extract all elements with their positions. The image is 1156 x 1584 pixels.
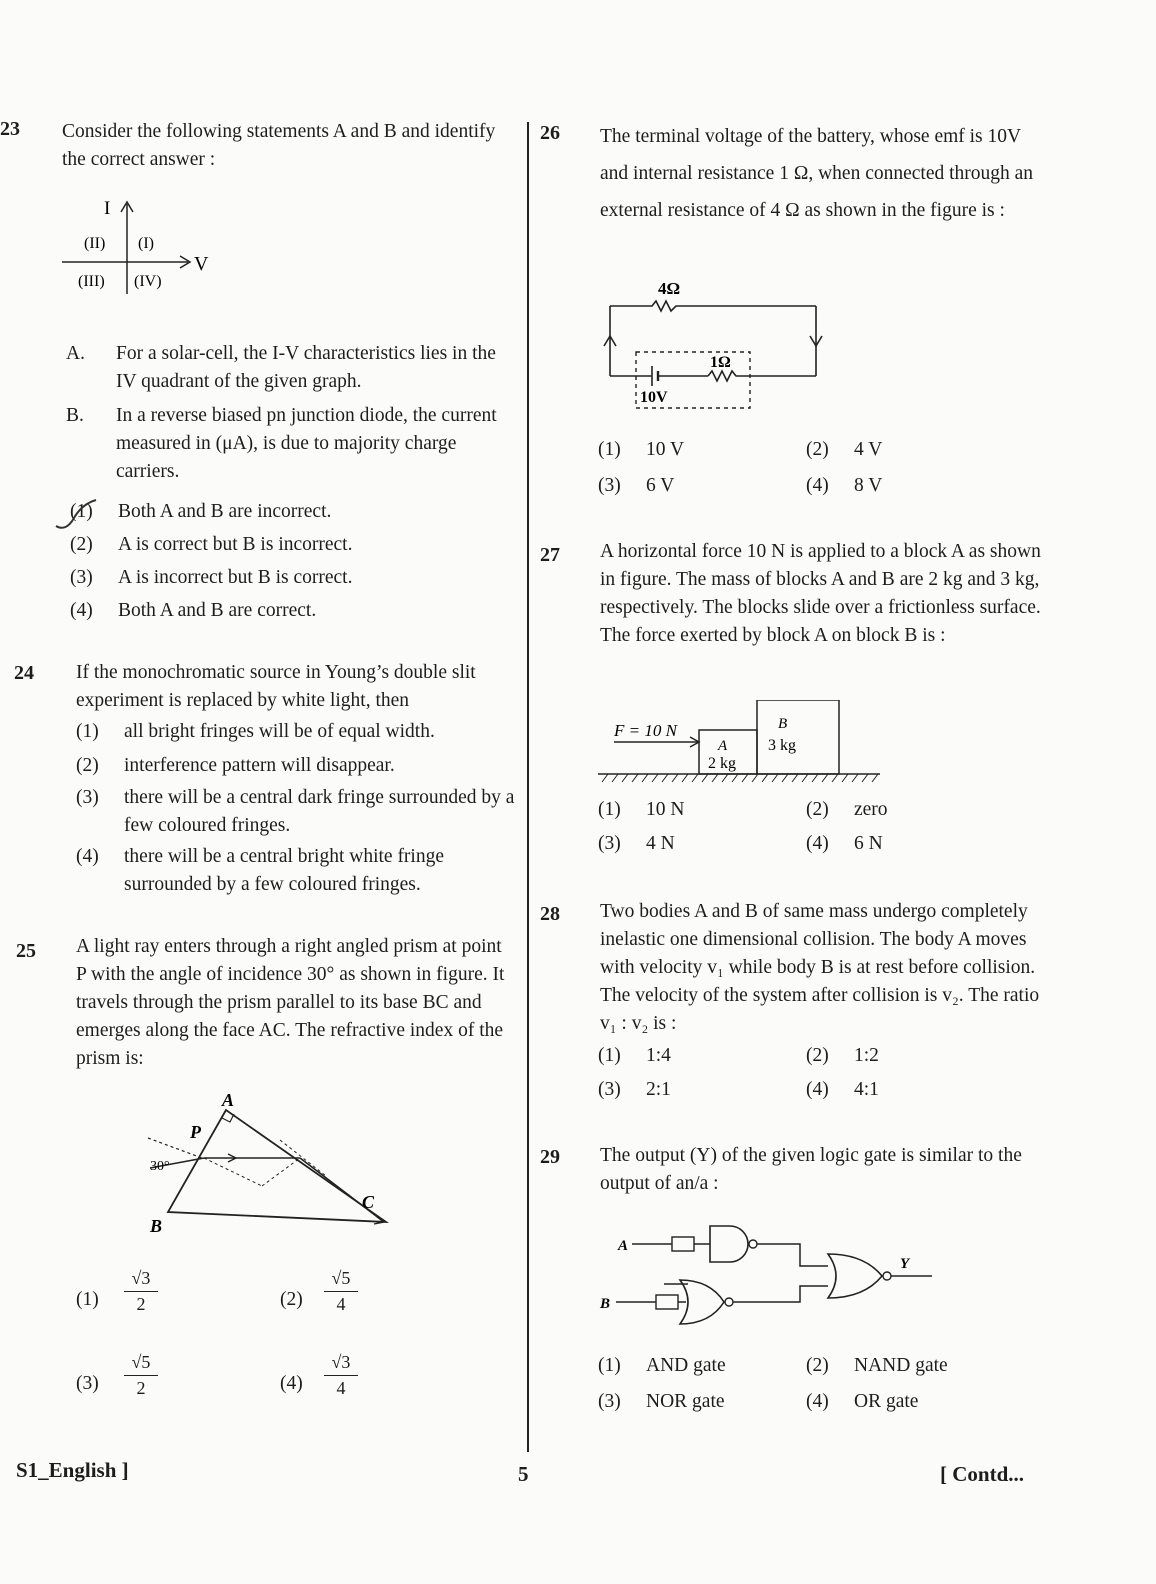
option-text: NOR gate: [646, 1391, 725, 1412]
option-2-number[interactable]: (2): [280, 1289, 303, 1310]
option-number: (1): [76, 721, 99, 742]
option-2[interactable]: [806, 436, 882, 464]
option-number: (3): [598, 475, 621, 496]
iv-quadrant-graph: [60, 190, 230, 300]
option-2[interactable]: [806, 1042, 879, 1070]
option-text: 2:1: [646, 1079, 671, 1100]
option-number: (3): [598, 1079, 621, 1100]
option-4[interactable]: [806, 1388, 918, 1416]
input-a-label: A: [618, 1238, 629, 1254]
statement-b-label: B.: [66, 405, 84, 426]
option-2[interactable]: [806, 796, 888, 824]
incidence-angle-label: 30°: [150, 1159, 170, 1174]
option-2-fraction: $\frac{√5}{4}$: [324, 1268, 358, 1315]
option-text: NAND gate: [854, 1355, 948, 1376]
option-number: (1): [598, 1355, 621, 1376]
question-stem: A horizontal force 10 N is applied to a block A as shown in figure. The mass of blocks A and B are 2 kg and 3 kg, respectively. The blocks slide over a frictionless surface. The force exerted by block A on block B is :: [600, 541, 1041, 646]
internal-resistor-label: 1Ω: [710, 354, 731, 371]
option-4[interactable]: [806, 472, 882, 500]
option-text: 10 V: [646, 439, 685, 460]
option-number: (2): [70, 534, 93, 555]
vertex-a-label: A: [222, 1090, 235, 1110]
question-stem: Two bodies A and B of same mass undergo completely inelastic one dimensional collision. The body A moves with velocity v₁ while body B is at rest before collision. The velocity of the system after collision is v₂. The ratio v₁ : v₂ is :: [600, 901, 1040, 1034]
question-stem: The output (Y) of the given logic gate is similar to the output of an/a :: [600, 1145, 1022, 1194]
option-number: (1): [598, 799, 621, 820]
option-text: 4:1: [854, 1079, 879, 1100]
option-text: 4 V: [854, 439, 883, 460]
option-3-number: (3): [76, 787, 99, 808]
option-1[interactable]: [598, 796, 684, 824]
footer-booklet-code: S1_English ]: [16, 1458, 129, 1482]
question-stem: The terminal voltage of the battery, whose emf is 10V and internal resistance 1 Ω, when connected through an external resistance of 4 Ω as shown in the figure is :: [600, 126, 1034, 221]
option-4-text[interactable]: there will be a central bright white fringe surrounded by a few coloured fringes.: [124, 846, 444, 895]
option-number: (4): [806, 1391, 829, 1412]
option-2[interactable]: [70, 531, 352, 559]
quadrant-i-label: (I): [138, 235, 154, 252]
option-number: (2): [806, 1045, 829, 1066]
option-3-fraction: $\frac{√5}{2}$: [124, 1352, 158, 1399]
option-1[interactable]: [598, 1352, 726, 1380]
option-text: 6 N: [854, 833, 883, 854]
option-3[interactable]: [70, 564, 352, 592]
option-number: (3): [598, 833, 621, 854]
logic-gate-figure: [598, 1222, 958, 1342]
option-text: Both A and B are correct.: [118, 600, 317, 621]
option-number: (1): [70, 501, 93, 522]
question-stem: Consider the following statements A and B and identify the correct answer :: [62, 121, 496, 170]
option-number: (4): [806, 833, 829, 854]
output-y-label: Y: [900, 1256, 910, 1272]
force-label: F = 10 N: [614, 721, 677, 740]
point-p-label: P: [190, 1122, 201, 1142]
vertex-b-label: B: [150, 1216, 163, 1236]
option-1[interactable]: [598, 436, 684, 464]
option-4[interactable]: [806, 830, 883, 858]
question-number: 25: [16, 940, 36, 962]
option-number: (2): [806, 439, 829, 460]
blocks-figure: [598, 700, 898, 790]
option-1[interactable]: [598, 1042, 671, 1070]
option-number: (4): [806, 475, 829, 496]
page-number: 5: [518, 1462, 529, 1486]
option-text: AND gate: [646, 1355, 726, 1376]
option-number: (2): [806, 799, 829, 820]
option-text: 6 V: [646, 475, 675, 496]
option-text: A is correct but B is incorrect.: [118, 534, 353, 555]
option-3[interactable]: [598, 1388, 725, 1416]
question-stem: A light ray enters through a right angled prism at point P with the angle of incidence 30° as shown in figure. It travels through the prism parallel to its base BC and emerges along the face AC. The refractive index of the prism is:: [76, 936, 505, 1069]
option-text: OR gate: [854, 1391, 919, 1412]
circuit-figure: [600, 272, 840, 422]
option-2[interactable]: [76, 752, 395, 780]
block-b-mass: 3 kg: [768, 737, 796, 754]
question-number: 28: [540, 903, 560, 925]
quadrant-iv-label: (IV): [134, 273, 162, 290]
question-number: 24: [14, 662, 34, 684]
option-text: 1:2: [854, 1045, 879, 1066]
graph-i-label: I: [104, 198, 111, 219]
question-stem: If the monochromatic source in Young’s double slit experiment is replaced by white light, then: [76, 662, 476, 711]
option-text: interference pattern will disappear.: [124, 755, 395, 776]
question-number: 29: [540, 1146, 560, 1168]
question-number: 23: [0, 118, 20, 140]
option-3-text[interactable]: there will be a central dark fringe surrounded by a few coloured fringes.: [124, 787, 515, 836]
graph-v-label: V: [194, 253, 209, 275]
column-divider: [527, 122, 529, 1452]
vertex-c-label: C: [362, 1192, 375, 1212]
option-4[interactable]: [70, 597, 316, 625]
option-3[interactable]: [598, 830, 675, 858]
option-4-number[interactable]: (4): [280, 1373, 303, 1394]
input-b-label: B: [600, 1296, 611, 1312]
option-number: (3): [598, 1391, 621, 1412]
question-number: 27: [540, 544, 560, 566]
handwritten-tick-mark: [52, 496, 112, 536]
option-text: A is incorrect but B is correct.: [118, 567, 353, 588]
option-4[interactable]: [806, 1076, 879, 1104]
option-number: (3): [70, 567, 93, 588]
quadrant-iii-label: (III): [78, 273, 105, 290]
option-text: Both A and B are incorrect.: [118, 501, 332, 522]
option-number: (1): [598, 439, 621, 460]
statement-a: For a solar-cell, the I-V characteristics lies in the IV quadrant of the given graph.: [116, 343, 496, 392]
block-a-label: A: [718, 738, 728, 754]
emf-label: 10V: [640, 389, 668, 406]
quadrant-ii-label: (II): [84, 235, 106, 252]
external-resistor-label: 4Ω: [658, 279, 681, 298]
option-1-number[interactable]: (1): [76, 1289, 99, 1310]
question-number: 26: [540, 122, 560, 144]
option-1[interactable]: [76, 718, 435, 746]
option-text: 1:4: [646, 1045, 671, 1066]
option-text: all bright fringes will be of equal width.: [124, 721, 435, 742]
option-4-fraction: $\frac{√3}{4}$: [324, 1352, 358, 1399]
option-2[interactable]: [806, 1352, 948, 1380]
option-number: (2): [806, 1355, 829, 1376]
option-text: 10 N: [646, 799, 685, 820]
option-3[interactable]: [598, 472, 674, 500]
option-number: (2): [76, 755, 99, 776]
option-3-number[interactable]: (3): [76, 1373, 99, 1394]
statement-a-label: A.: [66, 343, 85, 364]
footer-continued: [ Contd...: [940, 1462, 1025, 1486]
option-number: (1): [598, 1045, 621, 1066]
option-number: (4): [806, 1079, 829, 1100]
prism-figure: [130, 1090, 400, 1240]
option-1-fraction: $\frac{√3}{2}$: [124, 1268, 158, 1315]
option-text: zero: [854, 799, 888, 820]
option-number: (4): [70, 600, 93, 621]
statement-b: In a reverse biased pn junction diode, the current measured in (μA), is due to majority charge carriers.: [116, 405, 497, 482]
option-4-number: (4): [76, 846, 99, 867]
option-text: 8 V: [854, 475, 883, 496]
block-b-label: B: [778, 716, 788, 732]
option-3[interactable]: [598, 1076, 671, 1104]
option-text: 4 N: [646, 833, 675, 854]
block-a-mass: 2 kg: [708, 755, 736, 772]
